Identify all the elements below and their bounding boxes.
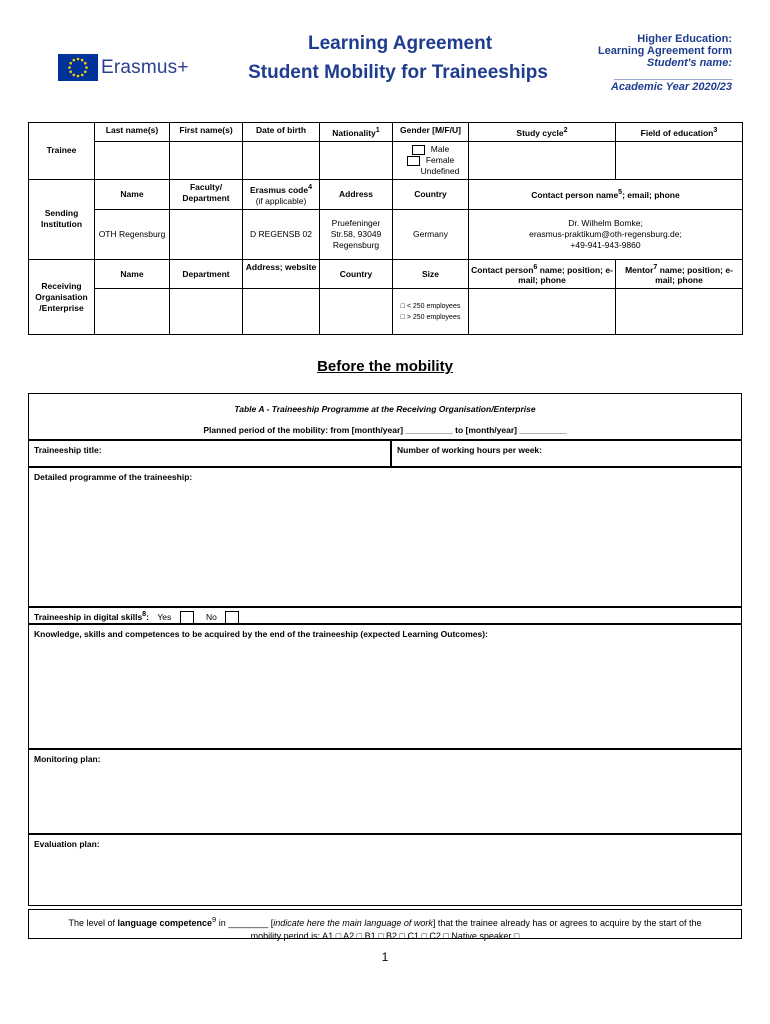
language-levels[interactable]: mobility period is: A1 □ A2 □ B1 □ B2 □ C1 □ C2 □ Native speaker □ [250,931,520,941]
col-receiving-name: Name [95,259,170,289]
participant-table [28,122,743,335]
gender-option-male[interactable]: Male [395,144,466,155]
eu-flag-icon [58,54,98,81]
col-dob: Date of birth [243,123,320,142]
col-last-name: Last name(s) [95,123,170,142]
size-options [393,289,469,335]
col-nationality: Nationality$^1$ [320,123,393,142]
gender-option-undefined[interactable]: Undefined [420,165,460,176]
input-last-name[interactable] [95,141,170,179]
digital-skills-no-checkbox[interactable] [225,611,239,624]
learning-outcomes-field[interactable]: Knowledge, skills and competences to be acquired by the end of the traineeship (expected Learning Outcomes): [28,624,742,749]
input-receiving-address[interactable] [243,289,320,335]
input-study-cycle[interactable] [469,141,616,179]
input-nationality[interactable] [320,141,393,179]
page-title-line2: Student Mobility for Traineeships [248,62,548,83]
academic-year: Academic Year 2020/23 [610,81,732,93]
sending-name-value: OTH Regensburg [95,209,170,259]
col-gender: Gender [M/F/U] [393,123,469,142]
digital-skills-row: Traineeship in digital skills$^8$: Yes No [28,607,742,624]
header-right-line2: Learning Agreement form [597,45,732,57]
digital-skills-yes-checkbox[interactable] [180,611,194,624]
traineeship-title-field[interactable]: Traineeship title: [28,440,391,467]
col-study-cycle: Study cycle$^2$ [469,123,616,142]
input-dob[interactable] [243,141,320,179]
input-receiving-country[interactable] [320,289,393,335]
monitoring-plan-field[interactable]: Monitoring plan: [28,749,742,834]
col-faculty: Faculty/ Department [170,179,243,209]
col-mentor: Mentor$^7$ name; position; e-mail; phone [616,259,743,289]
planned-period[interactable]: Planned period of the mobility: from [month/year] __________ to [month/year] __________ [203,425,567,435]
header-right-line3: Student's name: [646,57,732,69]
working-hours-field[interactable]: Number of working hours per week: [391,440,742,467]
col-field-of-education: Field of education$^3$ [616,123,743,142]
col-receiving-contact: Contact person$^6$ name; position; e-mail; phone [469,259,616,289]
sending-code-value: D REGENSB 02 [243,209,320,259]
col-receiving-country: Country [320,259,393,289]
size-option-large[interactable]: □ > 250 employees [400,313,461,321]
row-label-sending: Sending Institution [29,179,95,259]
erasmus-logo: Erasmus+ [101,57,189,78]
gender-option-female[interactable]: Female [395,155,466,166]
row-label-trainee: Trainee [29,123,95,180]
col-receiving-address: Address; website [243,259,320,289]
col-first-name: First name(s) [170,123,243,142]
student-name-field[interactable]: _____________________ [614,69,732,81]
table-a-title: Table A - Traineeship Programme at the Receiving Organisation/Enterprise [234,404,536,414]
header-right-line1: Higher Education: [637,33,732,45]
input-department[interactable] [170,289,243,335]
col-erasmus-code: Erasmus code$^4$ (if applicable) [243,179,320,209]
sending-address-value: Pruefeninger Str.58, 93049 Regensburg [320,209,393,259]
sending-country-value: Germany [393,209,469,259]
col-sending-name: Name [95,179,170,209]
input-mentor[interactable] [616,289,743,335]
col-sending-contact: Contact person name$^5$; email; phone [469,179,743,209]
table-a-header [28,393,742,440]
detailed-programme-field[interactable]: Detailed programme of the traineeship: [28,467,742,607]
section-title: Before the mobility [317,358,453,375]
input-first-name[interactable] [170,141,243,179]
language-competence-box: The level of language competence$^9$ in ________ [indicate here the main language of work] that the trainee already has or agrees to acquire by the start of the mobility period is: A1 □ A2 □ B1 □ B2 □ C1 □ C2 □ Native speaker □ [28,909,742,939]
col-size: Size [393,259,469,289]
input-receiving-name[interactable] [95,289,170,335]
page-title-line1: Learning Agreement [307,33,493,54]
digital-skills-no-label: No [205,611,217,622]
input-field-of-education[interactable] [616,141,743,179]
gender-options [393,141,469,179]
input-receiving-contact[interactable] [469,289,616,335]
col-sending-country: Country [393,179,469,209]
col-sending-address: Address [320,179,393,209]
evaluation-plan-field[interactable]: Evaluation plan: [28,834,742,906]
row-label-receiving: Receiving Organisation /Enterprise [29,259,95,335]
size-option-small[interactable]: □ < 250 employees [400,302,461,310]
sending-contact-value: Dr. Wilhelm Bomke; erasmus-praktikum@oth-regensburg.de; +49-941-943-9860 [469,209,743,259]
digital-skills-yes-label: Yes [157,611,172,622]
input-faculty[interactable] [170,209,243,259]
page-number: 1 [381,950,389,964]
col-department: Department [170,259,243,289]
